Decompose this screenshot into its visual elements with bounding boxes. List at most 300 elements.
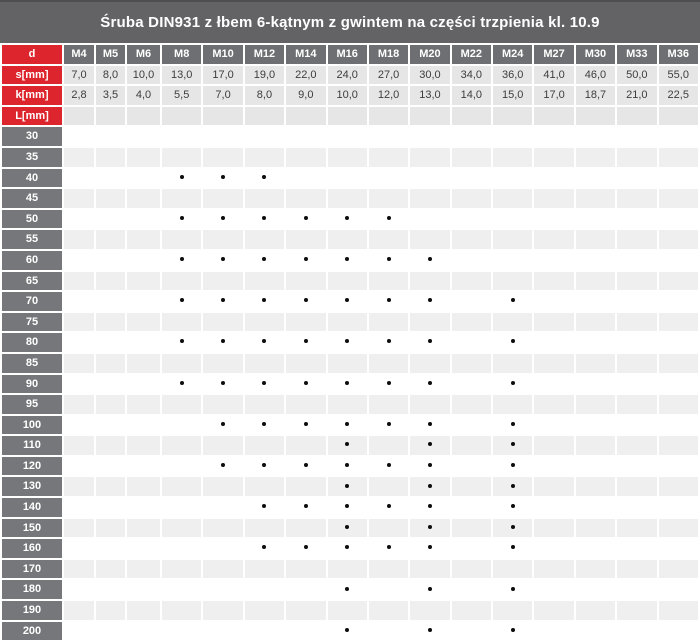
cell-140-M22 <box>452 498 491 517</box>
availability-dot <box>345 216 349 220</box>
k-value-M33: 21,0 <box>617 86 656 105</box>
cell-55-M20 <box>410 230 449 249</box>
cell-100-M10 <box>203 416 242 435</box>
length-row-160 <box>2 539 698 558</box>
cell-60-M27 <box>534 251 573 270</box>
length-row-140 <box>2 498 698 517</box>
length-row-75 <box>2 313 698 332</box>
length-row-80 <box>2 333 698 352</box>
cell-85-M36 <box>659 354 699 373</box>
availability-dot <box>262 463 266 467</box>
length-label-70: 70 <box>2 292 62 311</box>
s-value-M20: 30,0 <box>410 66 449 85</box>
availability-dot <box>428 442 432 446</box>
cell-75-M6 <box>127 313 160 332</box>
cell-200-M10 <box>203 622 242 641</box>
cell-170-M14 <box>286 560 325 579</box>
cell-190-M10 <box>203 601 242 620</box>
cell-55-M16 <box>328 230 367 249</box>
cell-180-M14 <box>286 580 325 599</box>
cell-40-M4 <box>64 169 94 188</box>
length-label-30: 30 <box>2 127 62 146</box>
length-row-30 <box>2 127 698 146</box>
cell-65-M5 <box>96 272 125 291</box>
cell-85-M18 <box>369 354 408 373</box>
k-value-M12: 8,0 <box>245 86 284 105</box>
availability-dot <box>262 257 266 261</box>
availability-dot <box>221 339 225 343</box>
availability-dot <box>345 381 349 385</box>
cell-55-M14 <box>286 230 325 249</box>
availability-dot <box>262 298 266 302</box>
l-empty-M22 <box>452 107 491 126</box>
cell-110-M33 <box>617 436 656 455</box>
cell-100-M6 <box>127 416 160 435</box>
length-label-35: 35 <box>2 148 62 167</box>
cell-40-M36 <box>659 169 699 188</box>
cell-100-M16 <box>328 416 367 435</box>
cell-190-M14 <box>286 601 325 620</box>
cell-130-M12 <box>245 477 284 496</box>
availability-dot <box>428 504 432 508</box>
cell-110-M20 <box>410 436 449 455</box>
availability-dot <box>511 504 515 508</box>
cell-95-M6 <box>127 395 160 414</box>
l-empty-M36 <box>659 107 699 126</box>
availability-dot <box>180 339 184 343</box>
cell-55-M8 <box>162 230 201 249</box>
cell-50-M12 <box>245 210 284 229</box>
cell-60-M30 <box>576 251 615 270</box>
cell-190-M20 <box>410 601 449 620</box>
cell-180-M4 <box>64 580 94 599</box>
k-value-M4: 2,8 <box>64 86 94 105</box>
cell-200-M16 <box>328 622 367 641</box>
col-header-M24: M24 <box>493 45 532 64</box>
cell-40-M33 <box>617 169 656 188</box>
cell-190-M33 <box>617 601 656 620</box>
cell-110-M14 <box>286 436 325 455</box>
cell-200-M5 <box>96 622 125 641</box>
cell-160-M18 <box>369 539 408 558</box>
l-empty-M24 <box>493 107 532 126</box>
cell-50-M16 <box>328 210 367 229</box>
length-label-65: 65 <box>2 272 62 291</box>
cell-55-M18 <box>369 230 408 249</box>
cell-120-M14 <box>286 457 325 476</box>
cell-110-M22 <box>452 436 491 455</box>
cell-90-M33 <box>617 375 656 394</box>
cell-110-M8 <box>162 436 201 455</box>
cell-90-M5 <box>96 375 125 394</box>
availability-dot <box>262 545 266 549</box>
k-value-M22: 14,0 <box>452 86 491 105</box>
length-label-180: 180 <box>2 580 62 599</box>
cell-60-M24 <box>493 251 532 270</box>
cell-120-M27 <box>534 457 573 476</box>
cell-40-M6 <box>127 169 160 188</box>
cell-35-M14 <box>286 148 325 167</box>
col-header-M4: M4 <box>64 45 94 64</box>
cell-110-M10 <box>203 436 242 455</box>
cell-80-M10 <box>203 333 242 352</box>
cell-45-M6 <box>127 189 160 208</box>
availability-dot <box>345 442 349 446</box>
cell-160-M20 <box>410 539 449 558</box>
cell-40-M18 <box>369 169 408 188</box>
cell-45-M14 <box>286 189 325 208</box>
availability-dot <box>511 587 515 591</box>
cell-30-M33 <box>617 127 656 146</box>
length-label-200: 200 <box>2 622 62 641</box>
cell-190-M27 <box>534 601 573 620</box>
cell-200-M24 <box>493 622 532 641</box>
cell-80-M24 <box>493 333 532 352</box>
l-row-label: L[mm] <box>2 107 62 126</box>
l-empty-M12 <box>245 107 284 126</box>
cell-120-M36 <box>659 457 699 476</box>
availability-dot <box>387 422 391 426</box>
cell-40-M27 <box>534 169 573 188</box>
length-row-100 <box>2 416 698 435</box>
cell-90-M24 <box>493 375 532 394</box>
availability-dot <box>511 628 515 632</box>
cell-95-M27 <box>534 395 573 414</box>
s-value-M6: 10,0 <box>127 66 160 85</box>
cell-35-M20 <box>410 148 449 167</box>
cell-75-M4 <box>64 313 94 332</box>
cell-100-M8 <box>162 416 201 435</box>
length-row-35 <box>2 148 698 167</box>
cell-95-M36 <box>659 395 699 414</box>
length-rows <box>2 127 698 640</box>
cell-95-M30 <box>576 395 615 414</box>
availability-dot <box>262 381 266 385</box>
cell-30-M12 <box>245 127 284 146</box>
cell-50-M22 <box>452 210 491 229</box>
cell-65-M4 <box>64 272 94 291</box>
s-value-M10: 17,0 <box>203 66 242 85</box>
availability-dot <box>345 628 349 632</box>
cell-120-M12 <box>245 457 284 476</box>
cell-170-M33 <box>617 560 656 579</box>
cell-70-M22 <box>452 292 491 311</box>
cell-50-M8 <box>162 210 201 229</box>
cell-170-M10 <box>203 560 242 579</box>
cell-170-M24 <box>493 560 532 579</box>
l-empty-M5 <box>96 107 125 126</box>
cell-60-M22 <box>452 251 491 270</box>
col-header-M16: M16 <box>328 45 367 64</box>
cell-120-M10 <box>203 457 242 476</box>
cell-160-M36 <box>659 539 699 558</box>
l-empty-M10 <box>203 107 242 126</box>
cell-95-M22 <box>452 395 491 414</box>
cell-95-M18 <box>369 395 408 414</box>
cell-45-M16 <box>328 189 367 208</box>
s-value-M33: 50,0 <box>617 66 656 85</box>
availability-dot <box>428 298 432 302</box>
cell-130-M22 <box>452 477 491 496</box>
col-header-M18: M18 <box>369 45 408 64</box>
s-value-M16: 24,0 <box>328 66 367 85</box>
availability-dot <box>221 216 225 220</box>
k-value-M10: 7,0 <box>203 86 242 105</box>
cell-85-M10 <box>203 354 242 373</box>
cell-35-M18 <box>369 148 408 167</box>
availability-dot <box>428 381 432 385</box>
cell-60-M14 <box>286 251 325 270</box>
cell-160-M16 <box>328 539 367 558</box>
availability-dot <box>304 463 308 467</box>
cell-50-M27 <box>534 210 573 229</box>
length-label-150: 150 <box>2 519 62 538</box>
cell-30-M4 <box>64 127 94 146</box>
cell-85-M22 <box>452 354 491 373</box>
cell-85-M4 <box>64 354 94 373</box>
availability-dot <box>428 525 432 529</box>
cell-65-M24 <box>493 272 532 291</box>
cell-130-M36 <box>659 477 699 496</box>
cell-130-M20 <box>410 477 449 496</box>
length-row-170 <box>2 560 698 579</box>
col-header-M33: M33 <box>617 45 656 64</box>
cell-45-M10 <box>203 189 242 208</box>
cell-30-M8 <box>162 127 201 146</box>
cell-90-M14 <box>286 375 325 394</box>
availability-dot <box>345 298 349 302</box>
k-value-M27: 17,0 <box>534 86 573 105</box>
cell-85-M16 <box>328 354 367 373</box>
cell-90-M36 <box>659 375 699 394</box>
cell-60-M5 <box>96 251 125 270</box>
col-header-M20: M20 <box>410 45 449 64</box>
availability-dot <box>180 216 184 220</box>
cell-180-M6 <box>127 580 160 599</box>
cell-75-M8 <box>162 313 201 332</box>
col-header-M30: M30 <box>576 45 615 64</box>
availability-dot <box>345 257 349 261</box>
cell-60-M4 <box>64 251 94 270</box>
cell-160-M14 <box>286 539 325 558</box>
cell-45-M33 <box>617 189 656 208</box>
l-empty-M8 <box>162 107 201 126</box>
cell-45-M20 <box>410 189 449 208</box>
length-row-45 <box>2 189 698 208</box>
cell-200-M18 <box>369 622 408 641</box>
length-row-60 <box>2 251 698 270</box>
length-label-160: 160 <box>2 539 62 558</box>
cell-140-M8 <box>162 498 201 517</box>
cell-95-M33 <box>617 395 656 414</box>
cell-100-M18 <box>369 416 408 435</box>
cell-180-M30 <box>576 580 615 599</box>
availability-dot <box>262 504 266 508</box>
cell-45-M5 <box>96 189 125 208</box>
cell-140-M10 <box>203 498 242 517</box>
cell-85-M5 <box>96 354 125 373</box>
availability-dot <box>387 216 391 220</box>
availability-dot <box>180 175 184 179</box>
length-label-45: 45 <box>2 189 62 208</box>
cell-75-M30 <box>576 313 615 332</box>
k-dimension-row <box>2 86 698 105</box>
availability-dot <box>180 257 184 261</box>
cell-50-M5 <box>96 210 125 229</box>
availability-dot <box>387 257 391 261</box>
cell-180-M20 <box>410 580 449 599</box>
cell-170-M20 <box>410 560 449 579</box>
cell-30-M20 <box>410 127 449 146</box>
cell-80-M6 <box>127 333 160 352</box>
s-value-M36: 55,0 <box>659 66 699 85</box>
cell-90-M16 <box>328 375 367 394</box>
l-empty-M20 <box>410 107 449 126</box>
s-value-M22: 34,0 <box>452 66 491 85</box>
availability-dot <box>428 628 432 632</box>
cell-60-M12 <box>245 251 284 270</box>
length-row-150 <box>2 519 698 538</box>
cell-170-M27 <box>534 560 573 579</box>
col-header-M10: M10 <box>203 45 242 64</box>
cell-75-M16 <box>328 313 367 332</box>
cell-120-M20 <box>410 457 449 476</box>
cell-130-M10 <box>203 477 242 496</box>
cell-80-M20 <box>410 333 449 352</box>
availability-dot <box>345 587 349 591</box>
s-value-M18: 27,0 <box>369 66 408 85</box>
cell-35-M22 <box>452 148 491 167</box>
cell-110-M27 <box>534 436 573 455</box>
cell-90-M27 <box>534 375 573 394</box>
availability-dot <box>180 381 184 385</box>
cell-130-M5 <box>96 477 125 496</box>
cell-35-M27 <box>534 148 573 167</box>
length-row-50 <box>2 210 698 229</box>
availability-dot <box>345 525 349 529</box>
cell-140-M6 <box>127 498 160 517</box>
availability-dot <box>345 463 349 467</box>
cell-50-M30 <box>576 210 615 229</box>
availability-dot <box>262 175 266 179</box>
length-row-70 <box>2 292 698 311</box>
cell-150-M22 <box>452 519 491 538</box>
cell-45-M8 <box>162 189 201 208</box>
cell-95-M14 <box>286 395 325 414</box>
cell-35-M12 <box>245 148 284 167</box>
cell-50-M33 <box>617 210 656 229</box>
cell-95-M8 <box>162 395 201 414</box>
cell-30-M14 <box>286 127 325 146</box>
cell-65-M30 <box>576 272 615 291</box>
cell-150-M8 <box>162 519 201 538</box>
cell-65-M27 <box>534 272 573 291</box>
length-row-40 <box>2 169 698 188</box>
length-label-140: 140 <box>2 498 62 517</box>
length-label-95: 95 <box>2 395 62 414</box>
cell-120-M8 <box>162 457 201 476</box>
length-label-120: 120 <box>2 457 62 476</box>
k-value-M6: 4,0 <box>127 86 160 105</box>
cell-70-M33 <box>617 292 656 311</box>
cell-120-M22 <box>452 457 491 476</box>
cell-65-M14 <box>286 272 325 291</box>
cell-35-M5 <box>96 148 125 167</box>
cell-150-M24 <box>493 519 532 538</box>
cell-60-M16 <box>328 251 367 270</box>
availability-dot <box>511 463 515 467</box>
cell-65-M6 <box>127 272 160 291</box>
availability-dot <box>428 463 432 467</box>
availability-dot <box>221 422 225 426</box>
cell-80-M18 <box>369 333 408 352</box>
length-row-55 <box>2 230 698 249</box>
cell-40-M30 <box>576 169 615 188</box>
cell-75-M27 <box>534 313 573 332</box>
cell-55-M10 <box>203 230 242 249</box>
cell-170-M30 <box>576 560 615 579</box>
cell-40-M8 <box>162 169 201 188</box>
cell-180-M10 <box>203 580 242 599</box>
cell-110-M4 <box>64 436 94 455</box>
cell-55-M6 <box>127 230 160 249</box>
cell-150-M14 <box>286 519 325 538</box>
cell-150-M30 <box>576 519 615 538</box>
cell-95-M24 <box>493 395 532 414</box>
cell-140-M14 <box>286 498 325 517</box>
cell-140-M5 <box>96 498 125 517</box>
cell-140-M33 <box>617 498 656 517</box>
cell-65-M8 <box>162 272 201 291</box>
cell-190-M36 <box>659 601 699 620</box>
cell-35-M8 <box>162 148 201 167</box>
l-empty-M16 <box>328 107 367 126</box>
cell-60-M36 <box>659 251 699 270</box>
cell-170-M12 <box>245 560 284 579</box>
col-header-M8: M8 <box>162 45 201 64</box>
cell-120-M24 <box>493 457 532 476</box>
cell-55-M4 <box>64 230 94 249</box>
cell-85-M14 <box>286 354 325 373</box>
cell-55-M36 <box>659 230 699 249</box>
l-empty-M30 <box>576 107 615 126</box>
cell-80-M27 <box>534 333 573 352</box>
cell-80-M22 <box>452 333 491 352</box>
cell-200-M33 <box>617 622 656 641</box>
cell-95-M12 <box>245 395 284 414</box>
availability-dot <box>304 298 308 302</box>
length-label-75: 75 <box>2 313 62 332</box>
cell-50-M18 <box>369 210 408 229</box>
cell-65-M22 <box>452 272 491 291</box>
cell-80-M14 <box>286 333 325 352</box>
cell-70-M4 <box>64 292 94 311</box>
cell-80-M16 <box>328 333 367 352</box>
availability-dot <box>345 484 349 488</box>
availability-dot <box>428 587 432 591</box>
s-value-M27: 41,0 <box>534 66 573 85</box>
cell-70-M24 <box>493 292 532 311</box>
cell-85-M20 <box>410 354 449 373</box>
cell-110-M24 <box>493 436 532 455</box>
cell-70-M12 <box>245 292 284 311</box>
cell-40-M22 <box>452 169 491 188</box>
cell-40-M10 <box>203 169 242 188</box>
cell-90-M22 <box>452 375 491 394</box>
availability-dot <box>511 484 515 488</box>
availability-dot <box>387 504 391 508</box>
cell-200-M8 <box>162 622 201 641</box>
